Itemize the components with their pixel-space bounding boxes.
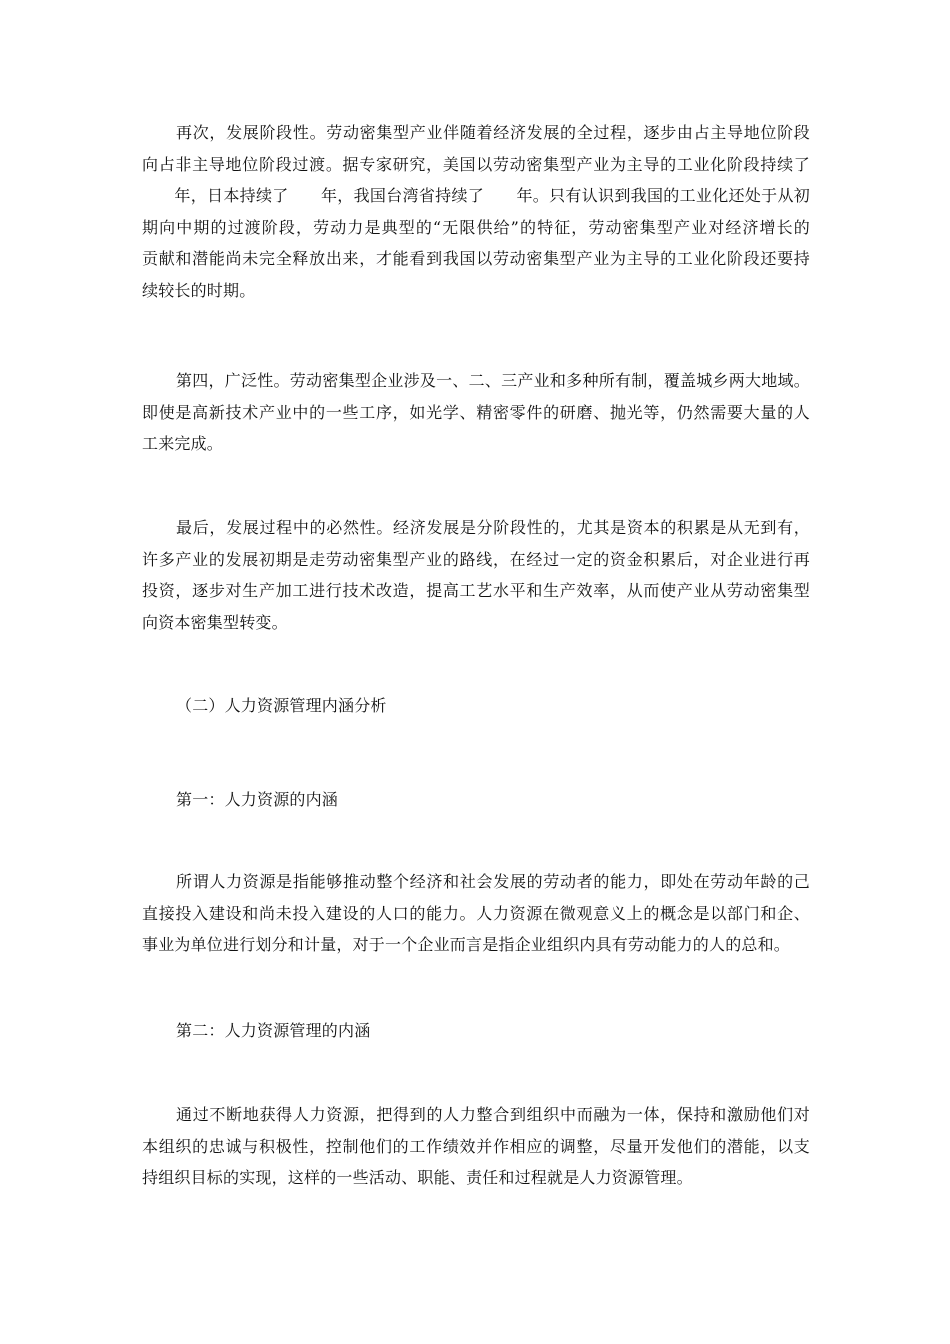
- text-line: 期向中期的过渡阶段，劳动力是典型的“无限供给”的特征，劳动密集型产业对经济增长的: [142, 217, 810, 237]
- text-line: 即使是高新技术产业中的一些工序，如光学、精密零件的研磨、抛光等，仍然需要大量的人: [142, 402, 810, 422]
- text-line: 通过不断地获得人力资源，把得到的人力整合到组织中而融为一体，保持和激励他们对: [176, 1105, 810, 1124]
- text-line: 所谓人力资源是指能够推动整个经济和社会发展的劳动者的能力，即处在劳动年龄的己: [176, 872, 810, 891]
- text-line: 直接投入建设和尚未投入建设的人口的能力。人力资源在微观意义上的概念是以部门和企、: [142, 903, 810, 923]
- text-line: 本组织的忠诚与积极性，控制他们的工作绩效并作相应的调整，尽量开发他们的潜能，以支: [142, 1136, 810, 1156]
- text-line: 最后，发展过程中的必然性。经济发展是分阶段性的，尤其是资本的积累是从无到有，: [176, 518, 810, 537]
- paragraph-broadness: [142, 365, 810, 460]
- text-line: 贡献和潜能尚未完全释放出来，才能看到我国以劳动密集型产业为主导的工业化阶段还要持: [142, 249, 810, 268]
- paragraph-necessity: [142, 512, 810, 638]
- text-line: 年，日本持续了 年，我国台湾省持续了 年。只有认识到我国的工业化还处于从初: [142, 186, 810, 205]
- sub-heading-hr: 第一：人力资源的内涵: [176, 790, 339, 809]
- paragraph-hrm-definition: [142, 1099, 810, 1194]
- text-line: 续较长的时期。: [142, 280, 256, 300]
- text-line: 第四，广泛性。劳动密集型企业涉及一、二、三产业和多种所有制，覆盖城乡两大地域。: [176, 371, 810, 390]
- text-line: 许多产业的发展初期是走劳动密集型产业的路线，在经过一定的资金积累后，对企业进行再: [142, 549, 810, 569]
- sub-heading-hrm: 第二：人力资源管理的内涵: [176, 1021, 371, 1040]
- text-line: 向资本密集型转变。: [142, 612, 288, 632]
- text-line: 再次，发展阶段性。劳动密集型产业伴随着经济发展的全过程，逐步由占主导地位阶段: [176, 123, 810, 142]
- text-line: 事业为单位进行划分和计量，对于一个企业而言是指企业组织内具有劳动能力的人的总和。: [142, 935, 791, 954]
- text-line: 工来完成。: [142, 434, 224, 453]
- paragraph-hr-definition: [142, 866, 810, 961]
- paragraph-development-stage: [142, 117, 810, 306]
- text-line: 持组织目标的实现，这样的一些活动、职能、责任和过程就是人力资源管理。: [142, 1168, 693, 1187]
- text-line: 向占非主导地位阶段过渡。据专家研究，美国以劳动密集型产业为主导的工业化阶段持续了: [142, 154, 810, 174]
- text-line: 投资，逐步对生产加工进行技术改造，提高工艺水平和生产效率，从而使产业从劳动密集型: [142, 581, 810, 600]
- section-heading: （二）人力资源管理内涵分析: [176, 696, 387, 715]
